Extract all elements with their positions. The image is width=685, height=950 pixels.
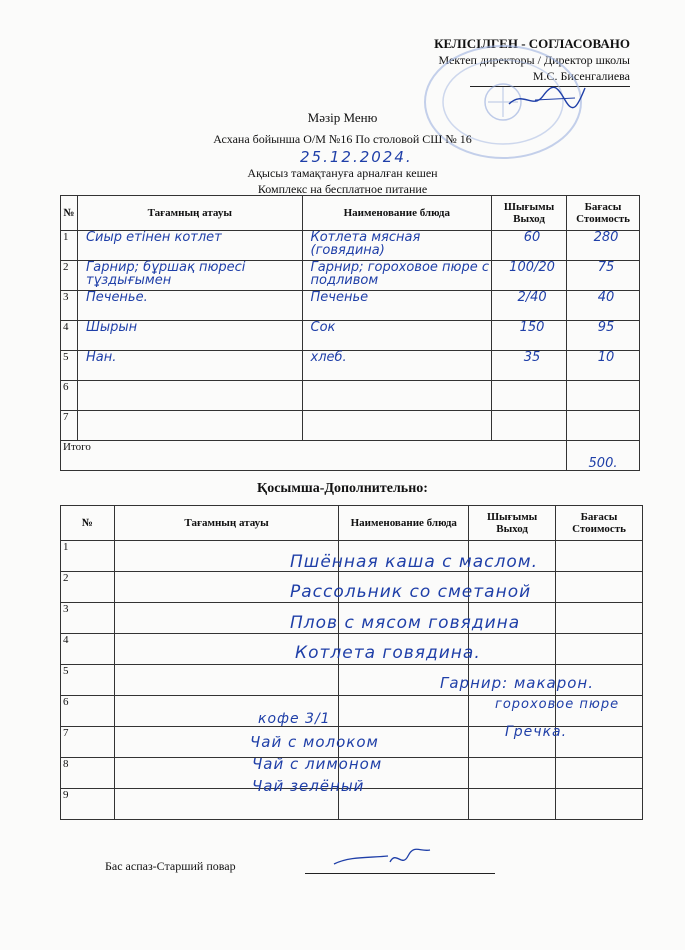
additional-heading: Қосымша-Дополнительно: bbox=[257, 481, 428, 496]
dish-name-ru: Гарнир; гороховое пюре с подливом bbox=[302, 261, 492, 291]
row-number: 5 bbox=[61, 351, 78, 381]
chef-signature bbox=[330, 846, 440, 874]
main-menu-table bbox=[60, 195, 640, 471]
col-name-ru: Наименование блюда bbox=[302, 196, 492, 231]
col-number: № bbox=[61, 506, 115, 541]
row-number: 1 bbox=[61, 231, 78, 261]
col-price: Бағасы Стоимость bbox=[567, 196, 640, 231]
dish-output bbox=[492, 381, 567, 411]
chef-label: Бас аспаз-Старший повар bbox=[105, 859, 236, 873]
handwritten-dish: Чай зелёный bbox=[252, 777, 365, 795]
empty-cell bbox=[556, 603, 643, 634]
empty-cell bbox=[469, 634, 556, 665]
dish-price: 95 bbox=[567, 321, 640, 351]
dish-price: 280 bbox=[567, 231, 640, 261]
dish-output: 60 bbox=[492, 231, 567, 261]
dish-price: 75 bbox=[567, 261, 640, 291]
total-row bbox=[61, 441, 640, 471]
dish-name-kz bbox=[77, 411, 302, 441]
dish-name-kz: Шырын bbox=[77, 321, 302, 351]
empty-cell bbox=[556, 758, 643, 789]
table-row bbox=[61, 291, 640, 321]
empty-cell bbox=[556, 727, 643, 758]
total-label: Итого bbox=[61, 441, 567, 471]
handwritten-dish: Чай с лимоном bbox=[252, 755, 383, 773]
dish-name-ru: хлеб. bbox=[302, 351, 492, 381]
row-number: 7 bbox=[61, 727, 115, 758]
handwritten-dish: Гречка. bbox=[505, 724, 568, 740]
dish-name-kz: Печенье. bbox=[77, 291, 302, 321]
dish-price bbox=[567, 381, 640, 411]
dish-price: 10 bbox=[567, 351, 640, 381]
menu-title: Мәзір Меню bbox=[307, 110, 378, 125]
dish-output: 2/40 bbox=[492, 291, 567, 321]
table-row bbox=[61, 381, 640, 411]
empty-cell bbox=[556, 572, 643, 603]
complex-ru: Комплекс на бесплатное питание bbox=[257, 182, 428, 196]
row-number: 5 bbox=[61, 665, 115, 696]
total-value: 500. bbox=[567, 441, 640, 471]
handwritten-dish: Котлета говядина. bbox=[295, 643, 481, 663]
handwritten-dish: Пшённая каша с маслом. bbox=[290, 552, 538, 572]
handwritten-dish: Чай с молоком bbox=[250, 733, 379, 751]
dish-output: 150 bbox=[492, 321, 567, 351]
empty-cell bbox=[556, 634, 643, 665]
dish-name-kz: Нан. bbox=[77, 351, 302, 381]
row-number: 4 bbox=[61, 634, 115, 665]
row-number: 7 bbox=[61, 411, 78, 441]
dish-name-ru bbox=[302, 411, 492, 441]
complex-kz: Ақысыз тамақтануға арналған кешен bbox=[247, 166, 438, 180]
empty-cell bbox=[556, 789, 643, 820]
table-row bbox=[61, 231, 640, 261]
col-price: Бағасы Стоимость bbox=[556, 506, 643, 541]
row-number: 3 bbox=[61, 291, 78, 321]
handwritten-dish: кофе 3/1 bbox=[258, 711, 331, 727]
dish-output bbox=[492, 411, 567, 441]
row-number: 4 bbox=[61, 321, 78, 351]
dish-output: 100/20 bbox=[492, 261, 567, 291]
col-output: Шығымы Выход bbox=[492, 196, 567, 231]
table-row bbox=[61, 351, 640, 381]
row-number: 6 bbox=[61, 381, 78, 411]
table-row bbox=[61, 321, 640, 351]
col-name-ru: Наименование блюда bbox=[339, 506, 469, 541]
col-name-kz: Тағамның атауы bbox=[114, 506, 338, 541]
dish-name-ru: Печенье bbox=[302, 291, 492, 321]
row-number: 3 bbox=[61, 603, 115, 634]
col-name-kz: Тағамның атауы bbox=[77, 196, 302, 231]
empty-cell bbox=[469, 789, 556, 820]
dish-price bbox=[567, 411, 640, 441]
main-table-header bbox=[61, 196, 640, 231]
row-number: 9 bbox=[61, 789, 115, 820]
handwritten-dish: гороховое пюре bbox=[495, 697, 620, 712]
table-row bbox=[61, 411, 640, 441]
row-number: 6 bbox=[61, 696, 115, 727]
row-number: 8 bbox=[61, 758, 115, 789]
empty-cell bbox=[114, 665, 338, 696]
dish-name-ru: Сок bbox=[302, 321, 492, 351]
approval-heading: КЕЛІСІЛГЕН - СОГЛАСОВАНО bbox=[434, 36, 630, 51]
handwritten-dish: Плов с мясом говядина bbox=[290, 613, 521, 633]
menu-date: 25.12.2024. bbox=[300, 148, 413, 166]
menu-subtitle: Асхана бойынша О/М №16 По столовой СШ № 16 bbox=[213, 132, 472, 146]
empty-cell bbox=[469, 758, 556, 789]
row-number: 2 bbox=[61, 261, 78, 291]
director-signature bbox=[505, 82, 590, 112]
approval-name: М.С. Бисенгалиева bbox=[532, 69, 630, 83]
dish-price: 40 bbox=[567, 291, 640, 321]
col-output: Шығымы Выход bbox=[469, 506, 556, 541]
handwritten-dish: Гарнир: макарон. bbox=[440, 674, 595, 692]
dish-name-ru bbox=[302, 381, 492, 411]
dish-name-kz bbox=[77, 381, 302, 411]
dish-name-kz: Гарнир; бұршақ пюресі тұздығымен bbox=[77, 261, 302, 291]
dish-name-ru: Котлета мясная (говядина) bbox=[302, 231, 492, 261]
row-number: 1 bbox=[61, 541, 115, 572]
col-number: № bbox=[61, 196, 78, 231]
table-row bbox=[61, 261, 640, 291]
approval-position: Мектеп директоры / Директор школы bbox=[438, 53, 630, 67]
empty-cell bbox=[556, 541, 643, 572]
dish-output: 35 bbox=[492, 351, 567, 381]
dish-name-kz: Сиыр етінен котлет bbox=[77, 231, 302, 261]
additional-table-header bbox=[61, 506, 643, 541]
row-number: 2 bbox=[61, 572, 115, 603]
empty-cell bbox=[339, 696, 469, 727]
handwritten-dish: Рассольник со сметаной bbox=[290, 582, 532, 602]
